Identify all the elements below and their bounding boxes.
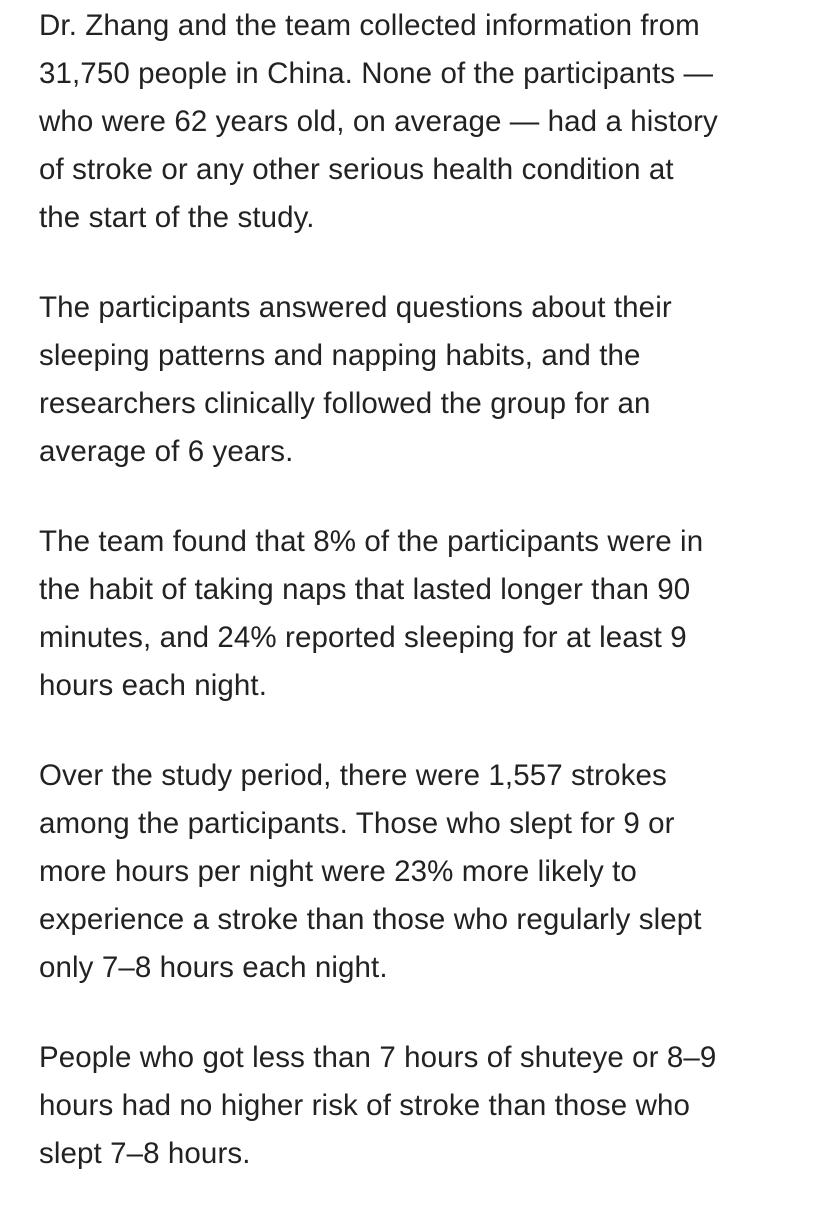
text-line: average of 6 years. (39, 435, 294, 468)
text-line: only 7–8 hours each night. (39, 951, 388, 984)
text-line: experience a stroke than those who regularly slept (39, 903, 702, 936)
text-line: sleeping patterns and napping habits, and the (39, 339, 641, 372)
text-line: People who got less than 7 hours of shuteye or 8–9 (39, 1041, 717, 1074)
text-line: more hours per night were 23% more likely to (39, 855, 637, 888)
text-line: researchers clinically followed the group for an (39, 387, 651, 420)
paragraph-questionnaire (39, 284, 799, 476)
text-line: 31,750 people in China. None of the participants — (39, 57, 714, 90)
paragraph-nap-findings (39, 518, 799, 710)
paragraph-stroke-results (39, 752, 799, 992)
text-line: The participants answered questions about their (39, 291, 672, 324)
text-line: minutes, and 24% reported sleeping for at least 9 (39, 621, 687, 654)
text-line: who were 62 years old, on average — had a history (39, 105, 718, 138)
text-line: The team found that 8% of the participants were in (39, 525, 704, 558)
text-line: hours each night. (39, 669, 268, 702)
text-line: of stroke or any other serious health condition at (39, 153, 674, 186)
text-line: Dr. Zhang and the team collected information from (39, 9, 700, 42)
paragraph-risk-comparison (39, 1034, 799, 1178)
text-line: hours had no higher risk of stroke than those who (39, 1089, 691, 1122)
text-line: among the participants. Those who slept for 9 or (39, 807, 675, 840)
text-line: the start of the study. (39, 201, 315, 234)
article-body (39, 2, 799, 1220)
text-line: Over the study period, there were 1,557 strokes (39, 759, 667, 792)
paragraph-study-participants (39, 2, 799, 242)
text-line: the habit of taking naps that lasted longer than 90 (39, 573, 691, 606)
text-line: slept 7–8 hours. (39, 1137, 251, 1170)
